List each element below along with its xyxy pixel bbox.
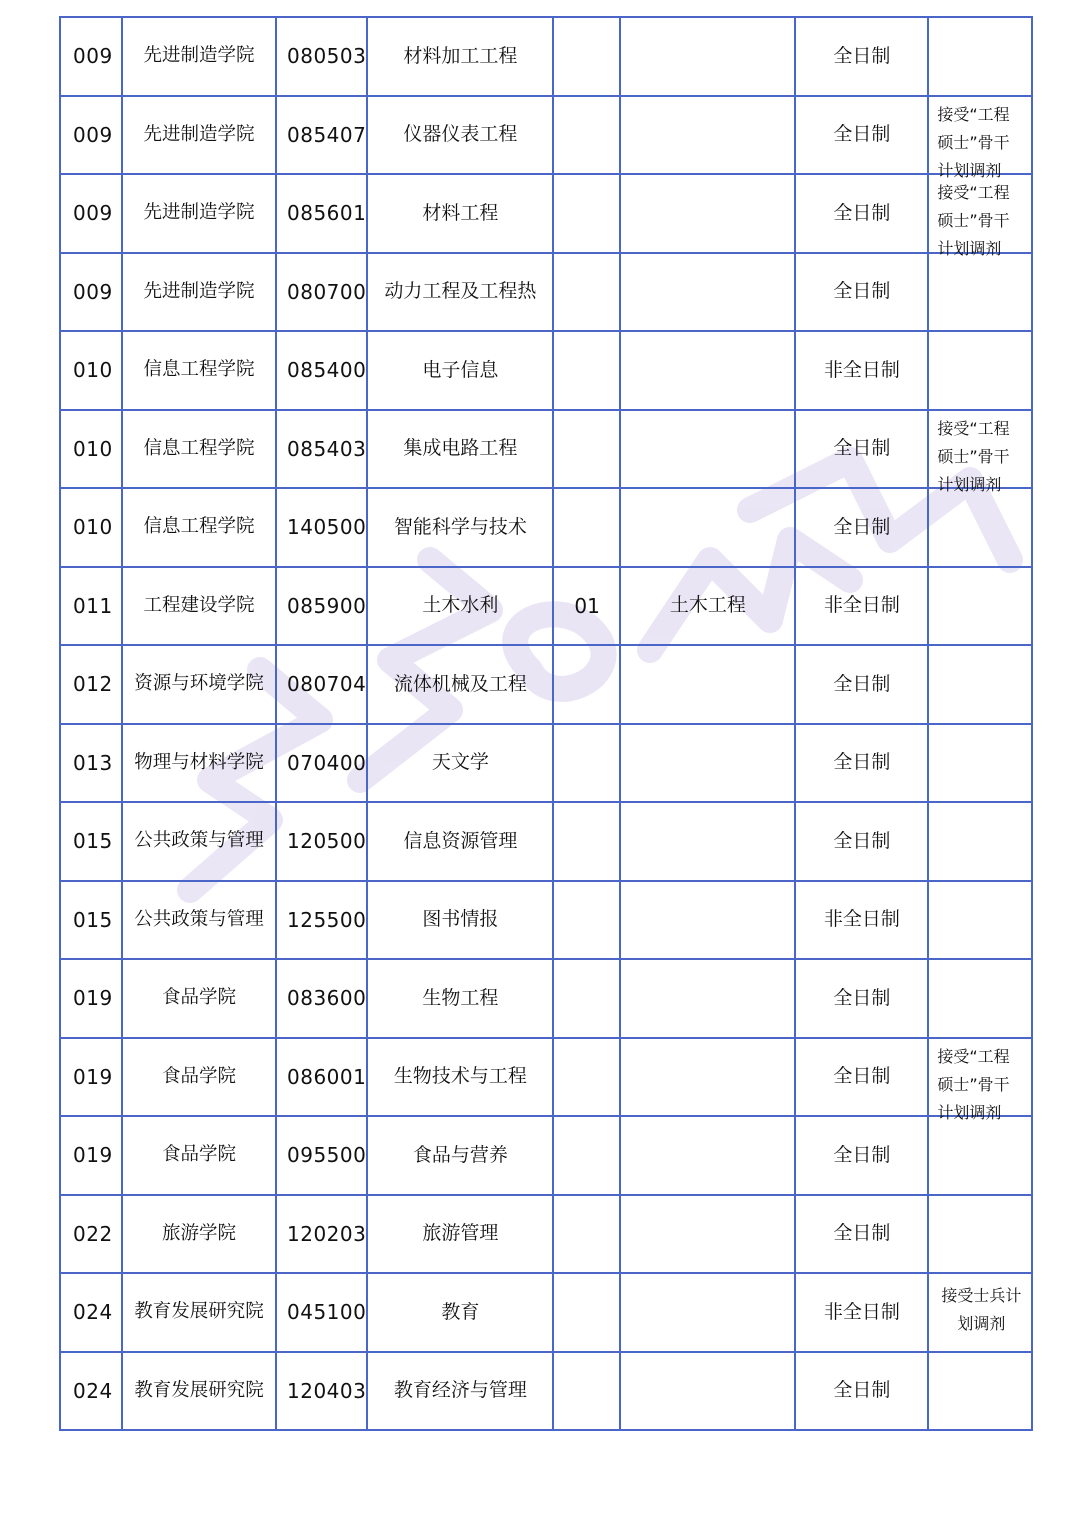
major-code-cell: 085403	[276, 410, 367, 489]
remark-cell	[928, 959, 1032, 1038]
direction-code-cell	[553, 331, 620, 410]
college-number-cell: 009	[60, 253, 122, 332]
direction-name-cell	[620, 410, 795, 489]
remark-text: 接受“工程硕士”骨干计划调剂	[937, 104, 1010, 180]
major-name-cell: 生物工程	[367, 959, 553, 1038]
direction-name-cell	[620, 1352, 795, 1431]
remark-cell	[928, 1116, 1032, 1195]
major-code-cell: 070400	[276, 724, 367, 803]
remark-cell	[928, 567, 1032, 646]
direction-code-cell	[553, 1116, 620, 1195]
college-number-cell: 010	[60, 410, 122, 489]
direction-name-cell	[620, 959, 795, 1038]
major-name-cell: 旅游管理	[367, 1195, 553, 1274]
college-name-cell: 信息工程学院	[122, 488, 276, 567]
remark-cell	[928, 645, 1032, 724]
direction-name-cell	[620, 881, 795, 960]
major-code-cell: 045100	[276, 1273, 367, 1352]
remark-cell	[928, 253, 1032, 332]
table-row	[60, 96, 1032, 175]
college-name-cell: 先进制造学院	[122, 253, 276, 332]
major-code-cell: 086001	[276, 1038, 367, 1117]
direction-name-cell	[620, 724, 795, 803]
college-name-cell: 信息工程学院	[122, 331, 276, 410]
direction-name-cell	[620, 331, 795, 410]
college-number-cell: 019	[60, 1038, 122, 1117]
major-name-cell: 信息资源管理	[367, 802, 553, 881]
major-name-cell: 仪器仪表工程	[367, 96, 553, 175]
college-number-cell: 019	[60, 959, 122, 1038]
table-row	[60, 253, 1032, 332]
major-code-cell: 085400	[276, 331, 367, 410]
college-name-cell: 食品学院	[122, 959, 276, 1038]
major-name-cell: 食品与营养	[367, 1116, 553, 1195]
remark-cell	[928, 174, 1032, 258]
direction-code-cell	[553, 645, 620, 724]
remark-text: 接受士兵计划调剂	[941, 1286, 1022, 1333]
table-row	[60, 1352, 1032, 1431]
direction-name-cell	[620, 96, 795, 175]
college-number-cell: 019	[60, 1116, 122, 1195]
major-code-cell: 120403	[276, 1352, 367, 1431]
college-number-cell: 009	[60, 17, 122, 96]
college-name-cell: 信息工程学院	[122, 410, 276, 489]
college-number-cell: 010	[60, 488, 122, 567]
direction-code-cell	[553, 724, 620, 803]
major-name-cell: 集成电路工程	[367, 410, 553, 489]
direction-code-cell	[553, 253, 620, 332]
major-name-cell: 生物技术与工程	[367, 1038, 553, 1117]
study-mode-cell: 非全日制	[795, 1273, 928, 1352]
college-number-cell: 024	[60, 1352, 122, 1431]
table-row	[60, 881, 1032, 960]
table-row	[60, 567, 1032, 646]
study-mode-cell: 非全日制	[795, 881, 928, 960]
major-code-cell: 080704	[276, 645, 367, 724]
direction-code-cell	[553, 1195, 620, 1274]
study-mode-cell: 全日制	[795, 17, 928, 96]
college-name-cell: 公共政策与管理	[122, 802, 276, 881]
direction-name-cell	[620, 1038, 795, 1117]
major-name-cell: 流体机械及工程	[367, 645, 553, 724]
college-name-cell: 食品学院	[122, 1116, 276, 1195]
major-name-cell: 材料加工工程	[367, 17, 553, 96]
table-row	[60, 410, 1032, 489]
remark-text: 接受“工程硕士”骨干计划调剂	[937, 418, 1010, 494]
direction-code-cell	[553, 959, 620, 1038]
direction-code-cell	[553, 1352, 620, 1431]
direction-code-cell	[553, 488, 620, 567]
remark-cell	[928, 17, 1032, 96]
major-name-cell: 动力工程及工程热	[367, 253, 553, 332]
study-mode-cell: 全日制	[795, 96, 928, 175]
direction-name-cell	[620, 1116, 795, 1195]
direction-name-cell	[620, 488, 795, 567]
study-mode-cell: 全日制	[795, 645, 928, 724]
direction-code-cell	[553, 174, 620, 253]
college-number-cell: 009	[60, 96, 122, 175]
college-name-cell: 资源与环境学院	[122, 645, 276, 724]
remark-cell	[928, 724, 1032, 803]
major-name-cell: 天文学	[367, 724, 553, 803]
direction-code-cell	[553, 17, 620, 96]
remark-text: 接受“工程硕士”骨干计划调剂	[937, 183, 1010, 258]
college-number-cell: 011	[60, 567, 122, 646]
remark-cell	[928, 331, 1032, 410]
study-mode-cell: 非全日制	[795, 331, 928, 410]
direction-code-cell	[553, 881, 620, 960]
major-name-cell: 智能科学与技术	[367, 488, 553, 567]
major-name-cell: 电子信息	[367, 331, 553, 410]
study-mode-cell: 全日制	[795, 724, 928, 803]
admission-table	[59, 16, 1033, 1431]
college-name-cell: 物理与材料学院	[122, 724, 276, 803]
remark-cell	[928, 1195, 1032, 1274]
direction-name-cell	[620, 17, 795, 96]
direction-code-cell	[553, 1273, 620, 1352]
study-mode-cell: 全日制	[795, 959, 928, 1038]
college-number-cell: 015	[60, 802, 122, 881]
major-code-cell: 140500	[276, 488, 367, 567]
table-row	[60, 802, 1032, 881]
major-code-cell: 083600	[276, 959, 367, 1038]
major-code-cell: 080700	[276, 253, 367, 332]
major-name-cell: 教育	[367, 1273, 553, 1352]
study-mode-cell: 全日制	[795, 1116, 928, 1195]
remark-cell	[928, 410, 1032, 494]
study-mode-cell: 全日制	[795, 410, 928, 489]
remark-text: 接受“工程硕士”骨干计划调剂	[937, 1046, 1010, 1122]
major-code-cell: 085900	[276, 567, 367, 646]
remark-cell	[928, 96, 1032, 180]
direction-code-cell	[553, 1038, 620, 1117]
table-row	[60, 724, 1032, 803]
college-name-cell: 教育发展研究院	[122, 1352, 276, 1431]
direction-name-cell	[620, 645, 795, 724]
major-name-cell: 教育经济与管理	[367, 1352, 553, 1431]
table-row	[60, 1195, 1032, 1274]
table-row	[60, 331, 1032, 410]
college-name-cell: 食品学院	[122, 1038, 276, 1117]
remark-cell	[928, 881, 1032, 960]
major-code-cell: 095500	[276, 1116, 367, 1195]
remark-cell	[928, 1352, 1032, 1431]
direction-name-cell	[620, 253, 795, 332]
direction-name-cell	[620, 1195, 795, 1274]
table-row	[60, 1116, 1032, 1195]
college-number-cell: 015	[60, 881, 122, 960]
table-row	[60, 645, 1032, 724]
remark-cell	[928, 1273, 1032, 1352]
study-mode-cell: 全日制	[795, 174, 928, 253]
direction-name-cell	[620, 174, 795, 253]
table-row	[60, 174, 1032, 253]
direction-code-cell: 01	[553, 567, 620, 646]
major-name-cell: 图书情报	[367, 881, 553, 960]
direction-name-cell	[620, 802, 795, 881]
table-row	[60, 1038, 1032, 1117]
college-name-cell: 公共政策与管理	[122, 881, 276, 960]
college-number-cell: 022	[60, 1195, 122, 1274]
study-mode-cell: 全日制	[795, 1038, 928, 1117]
major-code-cell: 125500	[276, 881, 367, 960]
direction-code-cell	[553, 802, 620, 881]
major-name-cell: 土木水利	[367, 567, 553, 646]
remark-cell	[928, 1038, 1032, 1122]
college-number-cell: 009	[60, 174, 122, 253]
college-name-cell: 先进制造学院	[122, 17, 276, 96]
table-row	[60, 488, 1032, 567]
major-code-cell: 080503	[276, 17, 367, 96]
study-mode-cell: 全日制	[795, 1195, 928, 1274]
college-name-cell: 先进制造学院	[122, 174, 276, 253]
college-number-cell: 012	[60, 645, 122, 724]
remark-cell	[928, 802, 1032, 881]
college-name-cell: 工程建设学院	[122, 567, 276, 646]
direction-name-cell	[620, 1273, 795, 1352]
college-number-cell: 013	[60, 724, 122, 803]
college-number-cell: 010	[60, 331, 122, 410]
college-name-cell: 旅游学院	[122, 1195, 276, 1274]
major-code-cell: 085601	[276, 174, 367, 253]
study-mode-cell: 全日制	[795, 488, 928, 567]
major-code-cell: 120500	[276, 802, 367, 881]
direction-code-cell	[553, 410, 620, 489]
college-number-cell: 024	[60, 1273, 122, 1352]
college-name-cell: 先进制造学院	[122, 96, 276, 175]
major-code-cell: 120203	[276, 1195, 367, 1274]
table-row	[60, 1273, 1032, 1352]
college-name-cell: 教育发展研究院	[122, 1273, 276, 1352]
major-code-cell: 085407	[276, 96, 367, 175]
study-mode-cell: 全日制	[795, 1352, 928, 1431]
table-row	[60, 17, 1032, 96]
study-mode-cell: 非全日制	[795, 567, 928, 646]
study-mode-cell: 全日制	[795, 253, 928, 332]
remark-cell	[928, 488, 1032, 567]
major-name-cell: 材料工程	[367, 174, 553, 253]
study-mode-cell: 全日制	[795, 802, 928, 881]
table-row	[60, 959, 1032, 1038]
direction-code-cell	[553, 96, 620, 175]
table-body	[60, 17, 1032, 1430]
direction-name-cell: 土木工程	[620, 567, 795, 646]
